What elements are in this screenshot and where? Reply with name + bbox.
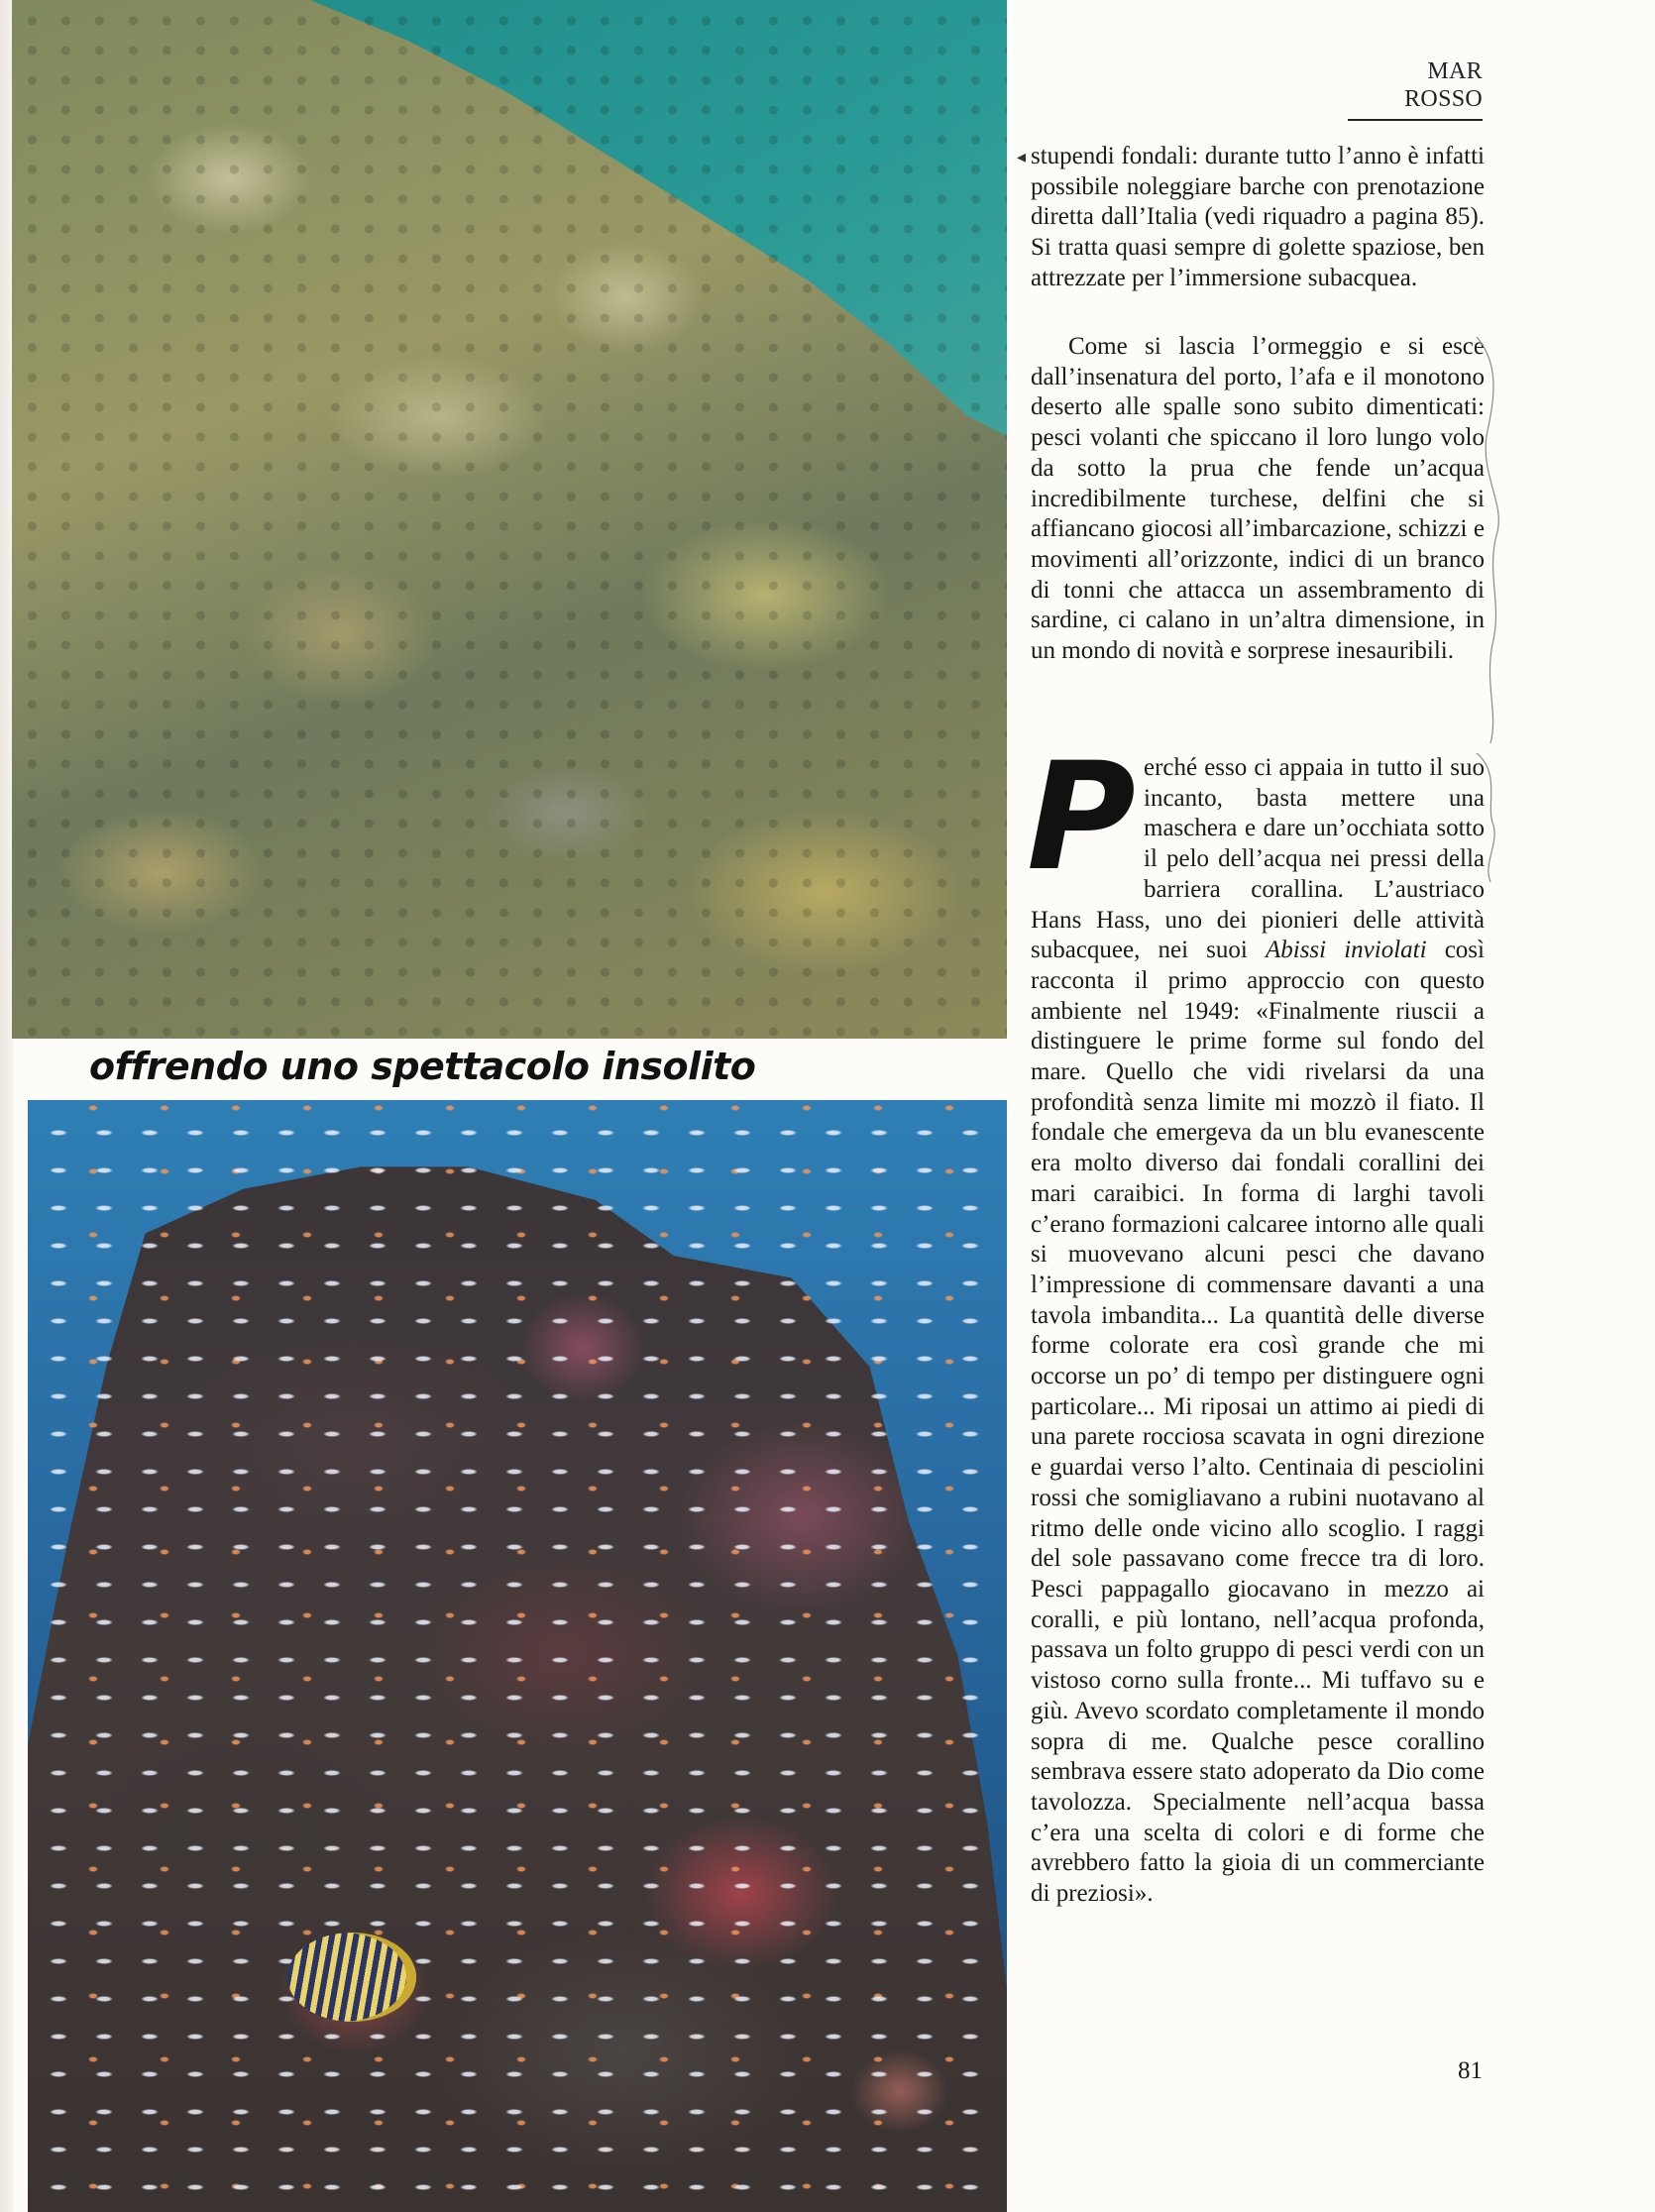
article-paragraph-3: [1027, 731, 1485, 1910]
book-title: Abissi inviolati: [1265, 937, 1427, 964]
continuation-arrow-icon: ◂: [1017, 147, 1027, 166]
paragraph-3-text: [1027, 731, 1485, 1910]
paragraph-3-intro: erché esso ci appaia in tutto il suo incanto, basta mettere una maschera e dare un’occhiata sotto il pelo dell’acqua nei pressi della barriera corallina. L’austriaco Hans Hass, uno dei pionieri delle attività subacquee, nei suoi: [1031, 754, 1485, 964]
angelfish: [287, 1933, 416, 2022]
section-header: MAR ROSSO: [1348, 57, 1483, 121]
paragraph-2-text: Come si lascia l’ormeggio e si esce dall’insenatura del porto, l’afa e il monotono deserto alle spalle sono subito dimenticati: pesci volanti che spiccano il loro lungo volo da sotto la prua che fende un’acqua incredibilmente turchese, delfini che si affiancano giocosi all’imbarcazione, schizzi e movimenti all’orizzonte, indici di un branco di tonni che attacca un assembramento di sardine, ci calano in un’altra dimensione, in un mondo di novità e sorprese inesauribili.: [1031, 333, 1485, 665]
underwater-coral-reef-photo: [28, 1100, 1007, 2212]
drop-cap: P: [1027, 731, 1136, 904]
paragraph-1-text: stupendi fondali: durante tutto l’anno è infatti possibile noleggiare barche con prenotazione diretta dall’Italia (vedi riquadro a pagina 85). Si tratta quasi sempre di golette spaziose, ben attrezzate per l’immersione subacquea.: [1031, 143, 1485, 291]
coral-reef-aerial-photo: [12, 0, 1007, 1039]
page-number: 81: [1458, 2057, 1483, 2084]
fish-school: [28, 1100, 1007, 2212]
article-paragraph-1: [1017, 142, 1485, 294]
photo-caption: offrendo uno spettacolo insolito: [89, 1045, 756, 1088]
paragraph-3-quote: così racconta il primo approccio con questo ambiente nel 1949: «Finalmente riuscii a distinguere le prime forme sul fondo del mare. Quello che vidi rivelarsi da una profondità senza limite mi mozzò il fiato. Il fondale che emergeva da un blu evanescente era molto diverso dai fondali corallini dei mari caraibici. In forma di larghi tavoli c’erano formazioni calcaree intorno alle quali si muovevano alcuni pesci che davano l’impressione di commensare davanti a una tavola imbandita... La quantità delle diverse forme colorate era così grande che mi occorse un po’ di tempo per distinguere ogni particolare... Mi riposai un attimo ai piedi di una parete rocciosa scavata in ogni direzione e guardai verso l’alto. Centinaia di pesciolini rossi che somigliavano a rubini nuotavano al ritmo delle onde vicino allo scoglio. I raggi del sole passavano come frecce tra di loro. Pesci pappagallo giocavano in mezzo ai coralli, e più lontano, nell’acqua profonda, passava un folto gruppo di pesci verdi con un vistoso corno sulla fronte... Mi tuffavo su e giù. Avevo scordato completamente il mondo sopra di me. Qualche pesce corallino sembrava essere stato adoperato da Dio come tavolozza. Specialmente nell’acqua bassa c’era una scelta di colori e di forme che avrebbero fatto la gioia di un commerciante di preziosi».: [1031, 937, 1485, 1908]
coral-texture: [12, 0, 1007, 1039]
article-paragraph-2: [1031, 332, 1485, 667]
